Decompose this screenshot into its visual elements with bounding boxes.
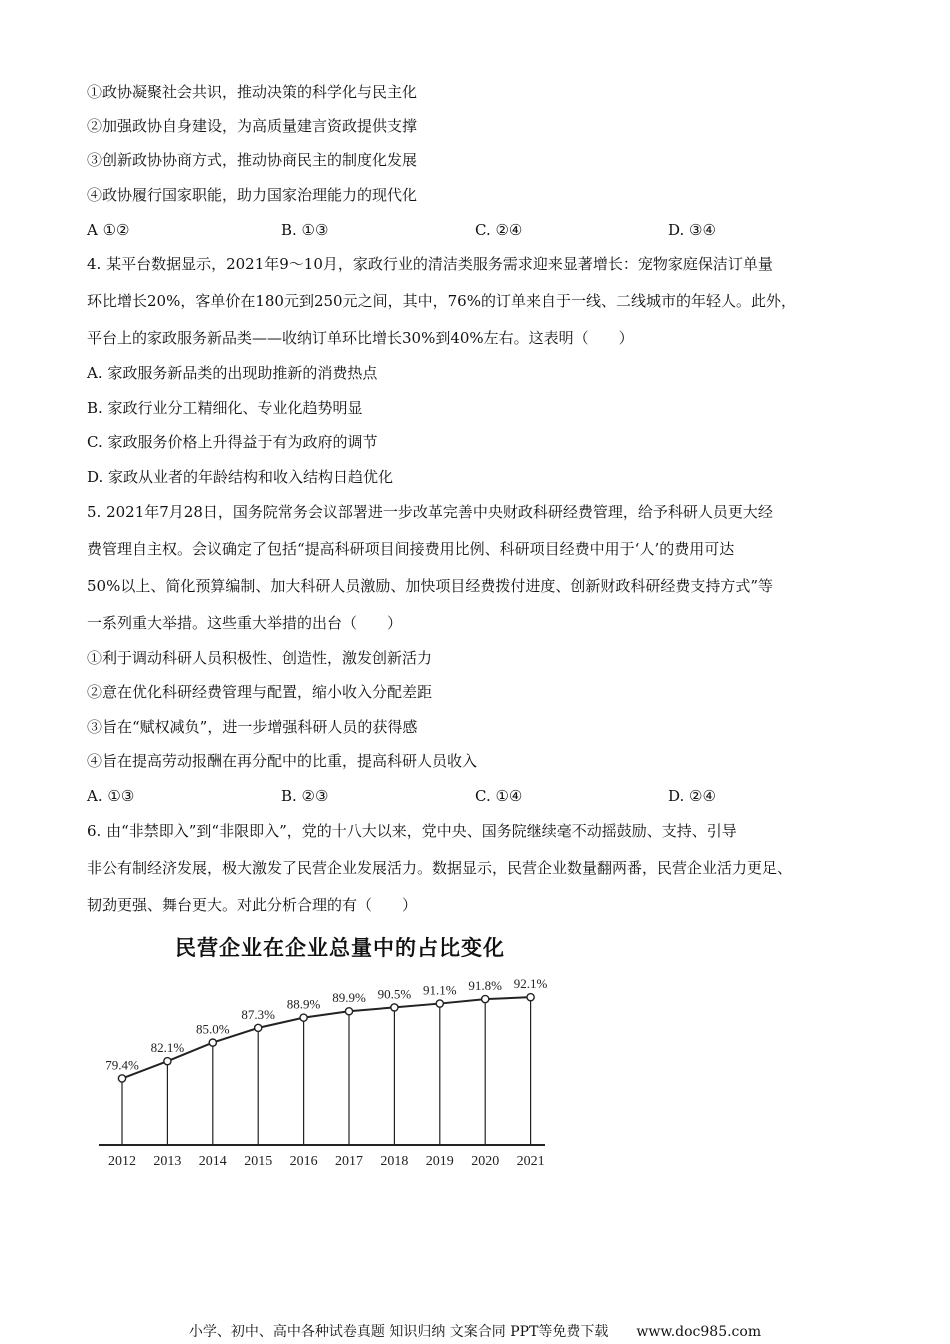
data-point-2015 xyxy=(255,1024,262,1031)
q3-option-a: A ①② xyxy=(87,221,130,239)
x-tick-label-2013: 2013 xyxy=(153,1154,182,1169)
data-point-2020 xyxy=(482,995,489,1002)
q5-item-4: ④旨在提高劳动报酬在再分配中的比重，提高科研人员收入 xyxy=(87,752,478,770)
q5-stem-line-1: 5. 2021年7月28日，国务院常务会议部署进一步改革完善中央财政科研经费管理，给予科研人员更大经 xyxy=(87,503,773,521)
data-point-2017 xyxy=(345,1008,352,1015)
q3-option-b: B. ①③ xyxy=(281,221,329,239)
q5-stem-line-2: 费管理自主权。会议确定了包括“提高科研项目间接费用比例、科研项目经费中用于‘人’的费用可达 xyxy=(87,540,735,558)
q3-item-2: ②加强政协自身建设，为高质量建言资政提供支撑 xyxy=(87,117,418,135)
x-tick-label-2019: 2019 xyxy=(425,1154,454,1169)
x-tick-label-2014: 2014 xyxy=(198,1154,227,1169)
data-label-2012: 79.4% xyxy=(105,1057,139,1073)
data-label-2013: 82.1% xyxy=(150,1040,185,1056)
x-tick-label-2016: 2016 xyxy=(289,1154,318,1169)
data-point-2018 xyxy=(391,1004,398,1011)
q5-item-1: ①利于调动科研人员积极性、创造性，激发创新活力 xyxy=(87,649,433,667)
chart-title: 民营企业在企业总量中的占比变化 xyxy=(175,936,505,960)
q5-item-2: ②意在优化科研经费管理与配置，缩小收入分配差距 xyxy=(87,683,433,701)
q4-choice-b: B. 家政行业分工精细化、专业化趋势明显 xyxy=(87,399,363,417)
data-point-2012 xyxy=(118,1075,125,1082)
q6-stem-line-2: 非公有制经济发展，极大激发了民营企业发展活力。数据显示，民营企业数量翻两番，民营企业活力更足、 xyxy=(87,859,793,877)
q3-option-d: D. ③④ xyxy=(668,221,716,239)
q5-option-a: A. ①③ xyxy=(87,787,135,805)
data-label-2018: 90.5% xyxy=(377,986,412,1002)
q5-item-3: ③旨在“赋权减负”，进一步增强科研人员的获得感 xyxy=(87,718,418,736)
q5-option-c: C. ①④ xyxy=(475,787,523,805)
x-tick-label-2015: 2015 xyxy=(244,1154,273,1169)
data-point-2013 xyxy=(164,1058,171,1065)
line-chart xyxy=(95,975,555,1175)
x-tick-label-2018: 2018 xyxy=(380,1154,409,1169)
data-point-2014 xyxy=(209,1039,216,1046)
q3-item-1: ①政协凝聚社会共识，推动决策的科学化与民主化 xyxy=(87,83,418,101)
data-label-2019: 91.1% xyxy=(423,982,457,998)
data-label-2017: 89.9% xyxy=(332,990,366,1006)
q6-stem-line-1: 6. 由“非禁即入”到“非限即入”，党的十八大以来，党中央、国务院继续毫不动摇鼓励、支持、引导 xyxy=(87,822,737,840)
q4-stem-line-3: 平台上的家政服务新品类——收纳订单环比增长30%到40%左右。这表明（ ） xyxy=(87,329,634,347)
q5-option-b: B. ②③ xyxy=(281,787,329,805)
x-tick-label-2012: 2012 xyxy=(108,1154,136,1169)
page-footer: 小学、初中、高中各种试卷真题 知识归纳 文案合同 PPT等免费下载 www.doc985.com xyxy=(188,1324,762,1340)
data-label-2015: 87.3% xyxy=(241,1006,275,1022)
data-point-2016 xyxy=(300,1014,307,1021)
q5-option-d: D. ②④ xyxy=(668,787,716,805)
data-label-2014: 85.0% xyxy=(196,1021,230,1037)
q4-choice-c: C. 家政服务价格上升得益于有为政府的调节 xyxy=(87,433,378,451)
q6-stem-line-3: 韧劲更强、舞台更大。对此分析合理的有（ ） xyxy=(87,896,418,914)
x-tick-label-2021: 2021 xyxy=(516,1154,545,1169)
q4-choice-a: A. 家政服务新品类的出现助推新的消费热点 xyxy=(87,364,378,382)
q5-stem-line-4: 一系列重大举措。这些重大举措的出台（ ） xyxy=(87,614,403,632)
x-tick-label-2020: 2020 xyxy=(471,1154,500,1169)
q4-choice-d: D. 家政从业者的年龄结构和收入结构日趋优化 xyxy=(87,468,394,486)
q4-stem-line-1: 4. 某平台数据显示，2021年9～10月，家政行业的清洁类服务需求迎来显著增长：宠物家庭保洁订单量 xyxy=(87,255,773,273)
q3-item-3: ③创新政协协商方式，推动协商民主的制度化发展 xyxy=(87,151,418,169)
data-label-2021: 92.1% xyxy=(513,976,548,992)
data-label-2020: 91.8% xyxy=(468,978,502,994)
q5-stem-line-3: 50%以上、简化预算编制、加大科研人员激励、加快项目经费拨付进度、创新财政科研经费支持方式”等 xyxy=(87,577,774,595)
data-point-2021 xyxy=(527,994,534,1001)
q3-item-4: ④政协履行国家职能，助力国家治理能力的现代化 xyxy=(87,186,418,204)
data-label-2016: 88.9% xyxy=(286,996,321,1012)
x-tick-label-2017: 2017 xyxy=(335,1154,363,1169)
data-point-2019 xyxy=(436,1000,443,1007)
q3-option-c: C. ②④ xyxy=(475,221,523,239)
q4-stem-line-2: 环比增长20%，客单价在180元到250元之间，其中，76%的订单来自于一线、二线城市的年轻人。此外， xyxy=(87,292,796,310)
series-line xyxy=(122,997,531,1078)
